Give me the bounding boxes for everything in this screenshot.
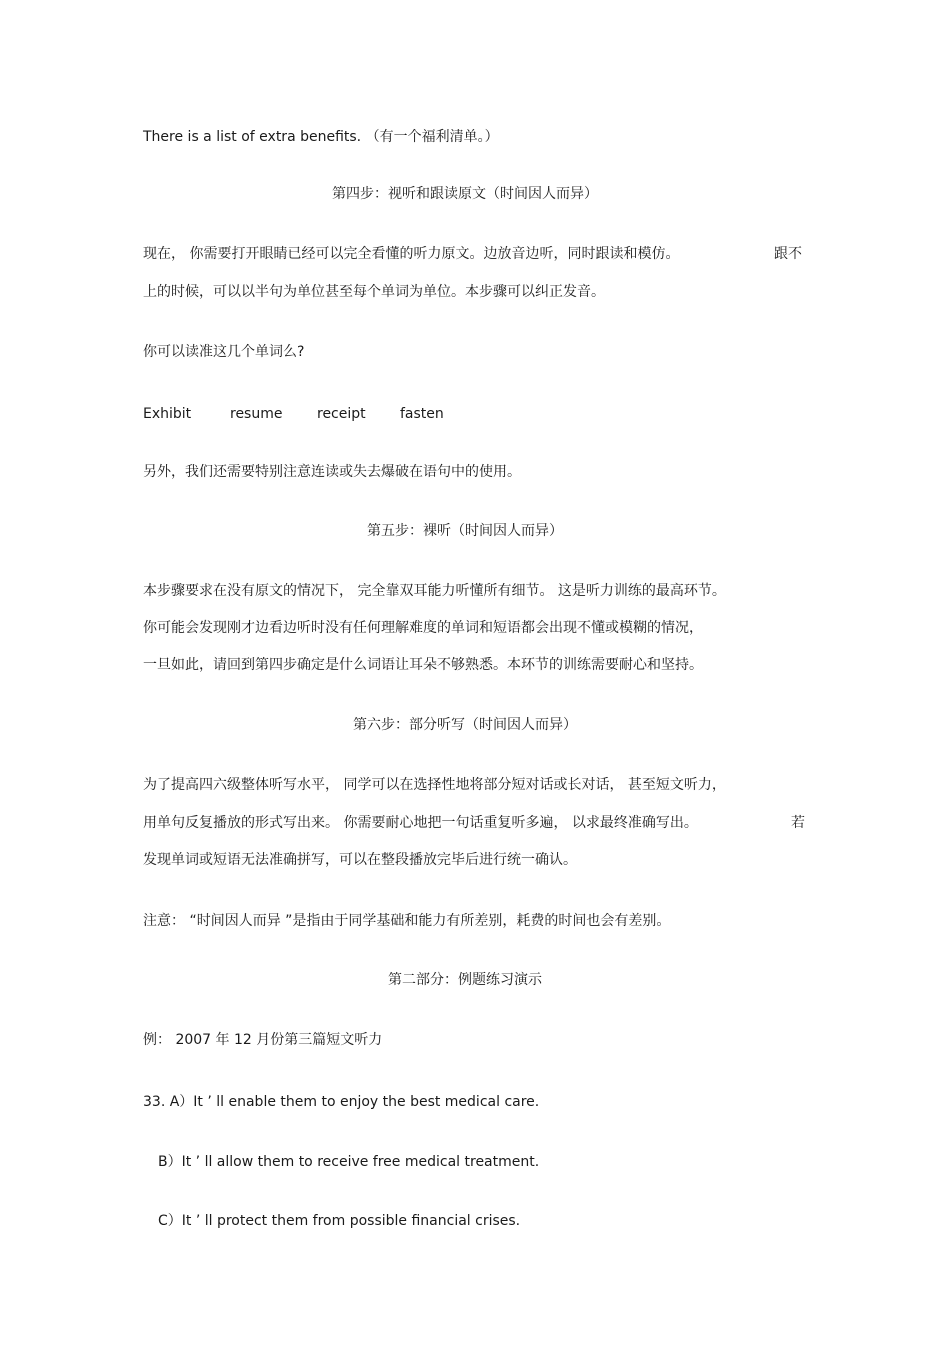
step-six-paragraph-line-2-tail: 若 <box>791 815 805 831</box>
word-fasten: fasten <box>400 406 444 422</box>
heading-step-six: 第六步：部分听写（时间因人而异） <box>353 717 577 733</box>
heading-part-two: 第二部分：例题练习演示 <box>388 972 542 988</box>
step-six-paragraph-line-3: 发现单词或短语无法准确拼写，可以在整段播放完毕后进行统一确认。 <box>143 852 577 868</box>
step-five-paragraph-line-3: 一旦如此，请回到第四步确定是什么词语让耳朵不够熟悉。本环节的训练需要耐心和坚持。 <box>143 657 703 673</box>
step-five-paragraph-line-1: 本步骤要求在没有原文的情况下， 完全靠双耳能力听懂所有细节。 这是听力训练的最高环节。 <box>143 583 726 599</box>
question-33-option-c: C）It ’ ll protect them from possible financial crises. <box>158 1213 521 1229</box>
word-receipt: receipt <box>317 406 366 422</box>
line-extra-benefits: There is a list of extra benefits. （有一个福利清单。） <box>143 129 499 145</box>
word-exhibit: Exhibit <box>143 406 192 422</box>
heading-step-five: 第五步：裸听（时间因人而异） <box>367 523 563 539</box>
step-six-paragraph-line-2: 用单句反复播放的形式写出来。 你需要耐心地把一句话重复听多遍， 以求最终准确写出。 <box>143 815 698 831</box>
step-four-note: 另外，我们还需要特别注意连读或失去爆破在语句中的使用。 <box>143 464 521 480</box>
heading-step-four: 第四步：视听和跟读原文（时间因人而异） <box>332 186 598 202</box>
step-four-paragraph-line-1-tail: 跟不 <box>774 246 802 262</box>
example-line: 例： 2007 年 12 月份第三篇短文听力 <box>143 1032 383 1048</box>
step-five-paragraph-line-2: 你可能会发现刚才边看边听时没有任何理解难度的单词和短语都会出现不懂或模糊的情况， <box>143 620 703 636</box>
word-resume: resume <box>230 406 283 422</box>
step-four-paragraph-line-1: 现在， 你需要打开眼睛已经可以完全看懂的听力原文。边放音边听，同时跟读和模仿。 <box>143 246 680 262</box>
question-words: 你可以读准这几个单词么? <box>143 344 305 360</box>
step-six-paragraph-line-1: 为了提高四六级整体听写水平， 同学可以在选择性地将部分短对话或长对话， 甚至短文听力， <box>143 777 726 793</box>
note-line: 注意： “时间因人而异 ”是指由于同学基础和能力有所差别，耗费的时间也会有差别。 <box>143 913 671 929</box>
question-33-option-b: B）It ’ ll allow them to receive free medical treatment. <box>158 1154 540 1170</box>
question-33-option-a: 33. A）It ’ ll enable them to enjoy the best medical care. <box>143 1094 540 1110</box>
step-four-paragraph-line-2: 上的时候，可以以半句为单位甚至每个单词为单位。本步骤可以纠正发音。 <box>143 284 605 300</box>
